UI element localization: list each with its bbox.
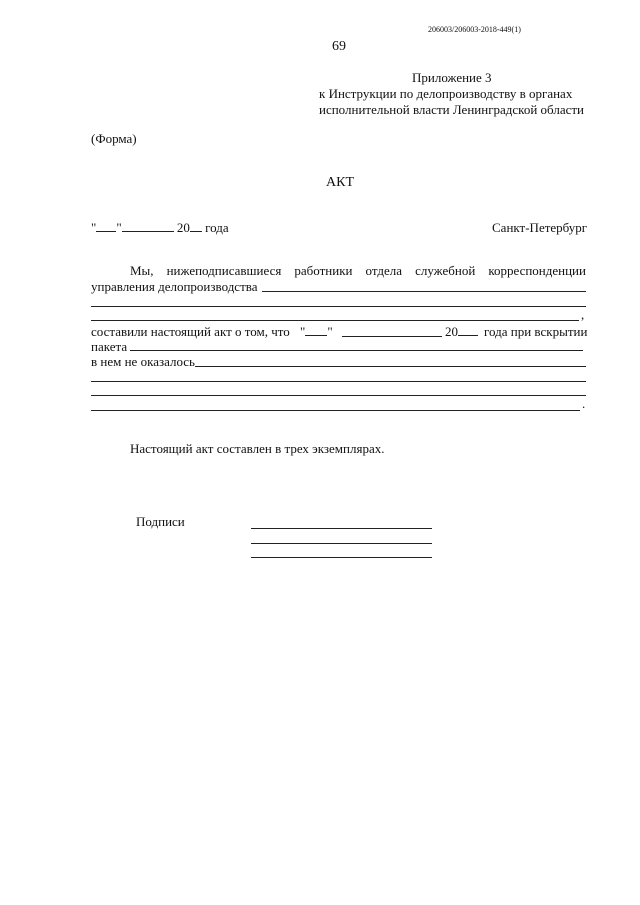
para2-start: составили настоящий акт о том, что bbox=[91, 324, 290, 339]
signature-line bbox=[251, 543, 432, 544]
para2-date bbox=[300, 324, 333, 340]
year-blank bbox=[190, 231, 202, 232]
para1-word: корреспонденции bbox=[488, 263, 586, 278]
para1-word: нижеподписавшиеся bbox=[166, 263, 282, 278]
month-blank bbox=[122, 231, 174, 232]
para2-day-blank bbox=[305, 335, 327, 336]
fill-line bbox=[262, 291, 586, 292]
appendix-line-2: исполнительной власти Ленинградской области bbox=[319, 102, 585, 117]
fill-line bbox=[91, 410, 580, 411]
para1-line1 bbox=[130, 263, 586, 279]
notice-text: Настоящий акт составлен в трех экземплярах. bbox=[130, 441, 385, 456]
city: Санкт-Петербург bbox=[492, 220, 588, 235]
document-id: 206003/206003-2018-449(1) bbox=[428, 25, 521, 34]
para2-quote-close: " bbox=[327, 324, 333, 339]
para2-year-blank bbox=[458, 335, 478, 336]
form-label: (Форма) bbox=[91, 131, 137, 146]
signatures-label: Подписи bbox=[136, 514, 185, 529]
date-quote-close: " bbox=[116, 220, 122, 235]
fill-line bbox=[91, 306, 586, 307]
act-title: АКТ bbox=[326, 175, 354, 190]
period: . bbox=[582, 396, 586, 411]
fill-line bbox=[195, 366, 586, 367]
page-number: 69 bbox=[332, 39, 346, 54]
year-prefix: 20 bbox=[176, 220, 190, 235]
para2-year-prefix: 20 bbox=[445, 324, 458, 339]
packet-label: пакета bbox=[91, 339, 128, 354]
para2-month-blank bbox=[342, 336, 442, 337]
year-suffix: года bbox=[205, 220, 229, 235]
date-line bbox=[91, 220, 229, 236]
para2-end: года при вскрытии bbox=[484, 324, 588, 339]
fill-line bbox=[130, 350, 583, 351]
para1-line2: управления делопроизводства bbox=[91, 279, 258, 294]
comma: , bbox=[581, 307, 585, 322]
fill-line bbox=[91, 320, 579, 321]
para1-word: отдела bbox=[365, 263, 403, 278]
para1-word: Мы, bbox=[130, 263, 154, 278]
para1-word: работники bbox=[294, 263, 353, 278]
appendix-line-1: к Инструкции по делопроизводству в органах bbox=[319, 86, 573, 101]
date-quote-open: " bbox=[91, 220, 97, 235]
para2-year bbox=[445, 324, 478, 340]
appendix-title: Приложение 3 bbox=[412, 70, 492, 85]
fill-line bbox=[91, 381, 586, 382]
para1-word: служебной bbox=[415, 263, 476, 278]
signature-line bbox=[251, 557, 432, 558]
signature-line bbox=[251, 528, 432, 529]
day-blank bbox=[96, 231, 116, 232]
para2-quote-open: " bbox=[300, 324, 306, 339]
fill-line bbox=[91, 395, 586, 396]
nothing-found-label: в нем не оказалось bbox=[91, 354, 195, 369]
